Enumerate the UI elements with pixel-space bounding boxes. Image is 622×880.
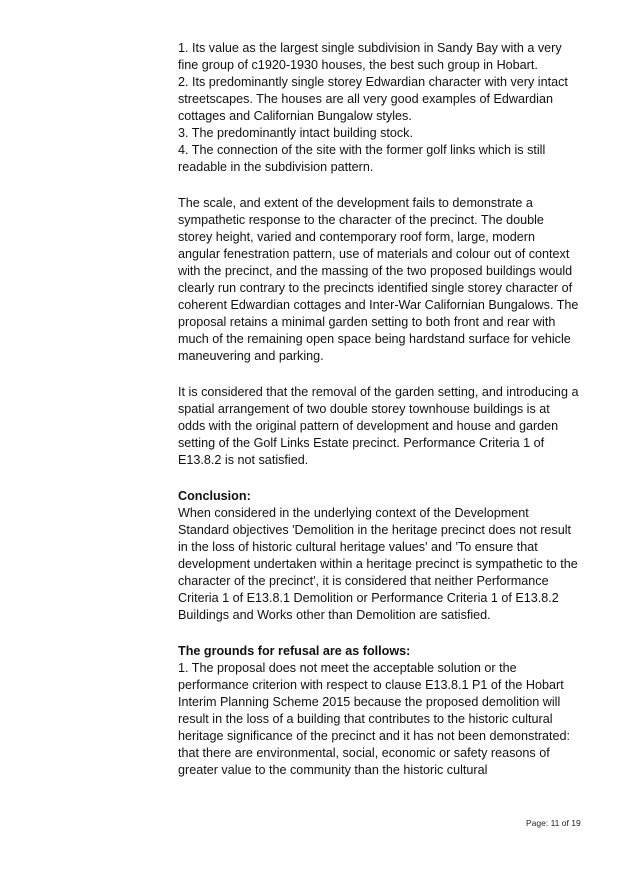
criterion-1: 1. Its value as the largest single subdivision in Sandy Bay with a very fine group of c1920-1930 houses, the best such group in Hobart. — [178, 41, 562, 72]
criterion-3: 3. The predominantly intact building stock. — [178, 126, 413, 140]
document-body — [178, 40, 580, 779]
scale-paragraph: The scale, and extent of the development fails to demonstrate a sympathetic response to the character of the precinct. The double storey height, varied and contemporary roof form, large, modern angular fenestration pattern, use of materials and colour out of context with the precinct, and the massing of the two proposed buildings would clearly run contrary to the precincts identified single storey character of coherent Edwardian cottages and Inter-War Californian Bungalows. The proposal retains a minimal garden setting to both front and rear with much of the remaining open space being hardstand surface for vehicle maneuvering and parking. — [178, 196, 579, 363]
criterion-4: 4. The connection of the site with the former golf links which is still readable in the subdivision pattern. — [178, 143, 546, 174]
criterion-2: 2. Its predominantly single storey Edwardian character with very intact streetscapes. The houses are all very good examples of Edwardian cottages and Californian Bungalow styles. — [178, 75, 568, 123]
conclusion-paragraph: When considered in the underlying context of the Development Standard objectives 'Demolition in the heritage precinct does not result in the loss of historic cultural heritage values' and 'To ensure that development undertaken within a heritage precinct is sympathetic to the character of the precinct', it is considered that neither Performance Criteria 1 of E13.8.1 Demolition or Performance Criteria 1 of E13.8.2 Buildings and Works other than Demolition are satisfied. — [178, 506, 578, 622]
grounds-heading: The grounds for refusal are as follows: — [178, 644, 411, 658]
grounds-paragraph: 1. The proposal does not meet the acceptable solution or the performance criterion with respect to clause E13.8.1 P1 of the Hobart Interim Planning Scheme 2015 because the proposed demolition will result in the loss of a building that contributes to the historic cultural heritage significance of the precinct and it has not been demonstrated: that there are environmental, social, economic or safety reasons of greater value to the community than the historic cultural — [178, 661, 571, 777]
paragraph-gap — [178, 469, 580, 488]
garden-removal-paragraph: It is considered that the removal of the garden setting, and introducing a spatial arrangement of two double storey townhouse buildings is at odds with the original pattern of development and house and garden setting of the Golf Links Estate precinct. Performance Criteria 1 of E13.8.2 is not satisfied. — [178, 385, 579, 467]
paragraph-gap — [178, 176, 580, 195]
page-number: Page: 11 of 19 — [526, 818, 581, 828]
paragraph-gap — [178, 624, 580, 643]
conclusion-heading: Conclusion: — [178, 489, 251, 503]
paragraph-gap — [178, 365, 580, 384]
